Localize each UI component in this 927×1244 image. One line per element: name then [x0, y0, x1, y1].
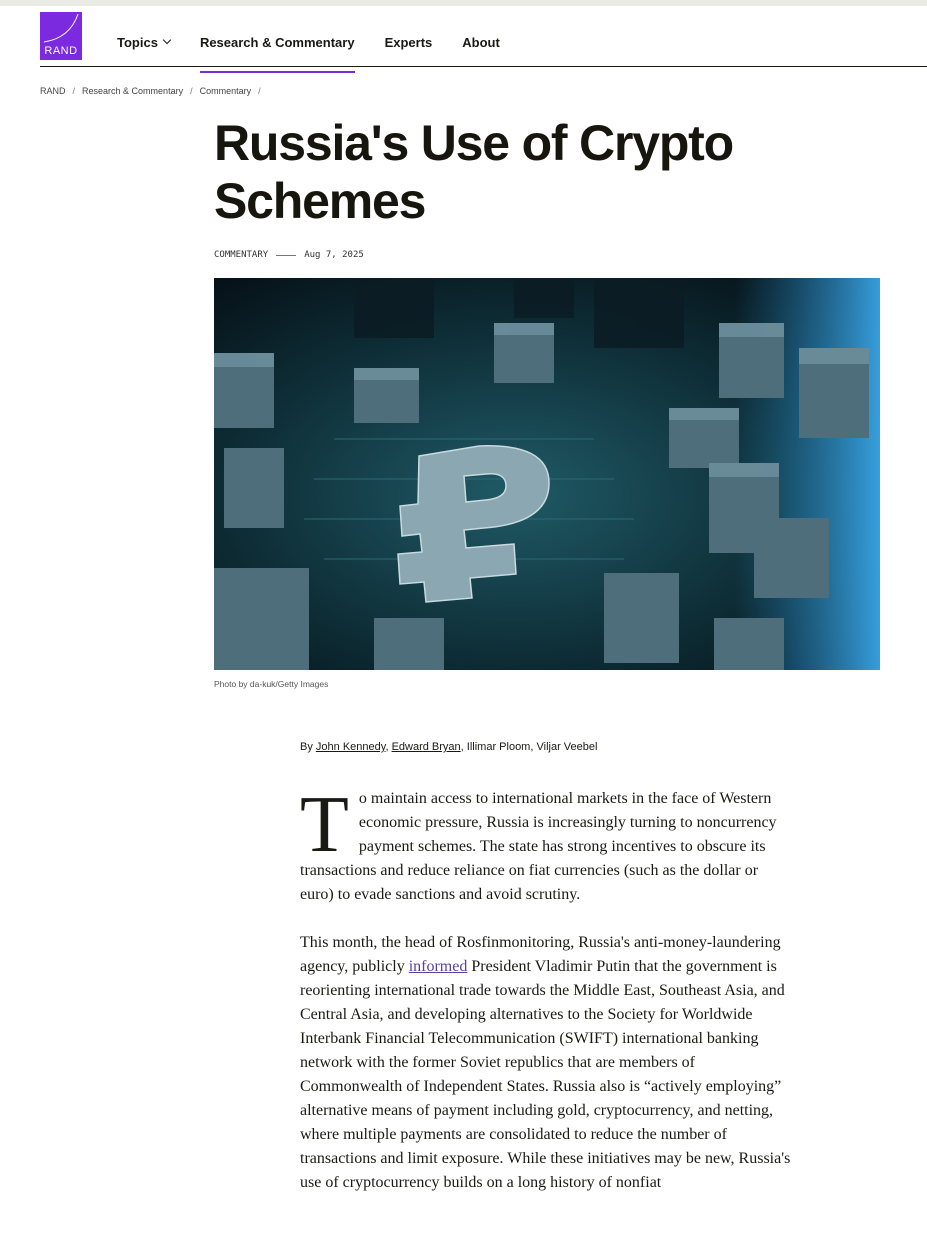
article-meta [214, 250, 364, 260]
photo-caption: Photo by da-kuk/Getty Images [214, 679, 329, 689]
nav-experts[interactable] [385, 12, 433, 72]
meta-dash [276, 255, 296, 256]
nav-research-label: Research & Commentary [199, 34, 355, 50]
chevron-down-icon [163, 36, 171, 44]
paragraph-1-text: o maintain access to international markets in the face of Western economic pressure, Russia is increasingly turning to noncurrency payment schemes. The state has strong incentives to obscure its transactions and reduce reliance on fiat currencies (such as the dollar or euro) to evade sanctions and avoid scrutiny. [300, 790, 777, 903]
paragraph-2-text-end: President Vladimir Putin that the government is reorienting international trade towards the Middle East, Southeast Asia, and Central Asia, and developing alternatives to the Society for Worldwide Interbank Financial Telecommunication (SWIFT) international banking network with the former Soviet republics that are members of Commonwealth of Independent States. Russia also is “actively employing” alternative means of payment including gold, cryptocurrency, and netting, where multiple payments are consolidated to reduce the number of transactions and limit exposure. While these initiatives may be new, Russia's use of cryptocurrency builds on a long history of nonfiat [300, 958, 791, 1191]
paragraph-1 [300, 781, 795, 907]
nav-topics-label: Topics [117, 34, 158, 50]
breadcrumb-separator: / [190, 86, 193, 96]
nav-about[interactable] [462, 12, 500, 72]
main-nav [117, 12, 530, 72]
nav-about-label: About [462, 34, 500, 50]
paragraph-2-text-start: This month, the head of Rosfinmonitoring, Russia's anti-money-laundering agency, publicly [300, 934, 781, 975]
header-divider [40, 66, 927, 67]
author-link-edward-bryan[interactable]: Edward Bryan [391, 741, 461, 753]
breadcrumb-separator: / [72, 86, 76, 96]
author-illimar-ploom: Illimar Ploom [466, 741, 531, 753]
article-title: Russia's Use of Crypto Schemes [214, 115, 733, 229]
informed-link[interactable]: informed [408, 958, 468, 975]
nav-topics[interactable] [117, 12, 170, 72]
breadcrumb-separator: / [258, 86, 261, 96]
hero-image [214, 278, 880, 670]
breadcrumb [40, 86, 268, 96]
nav-experts-label: Experts [384, 34, 433, 50]
breadcrumb-research[interactable]: Research & Commentary [82, 86, 184, 96]
article-type: COMMENTARY [214, 250, 269, 260]
site-header [0, 6, 927, 66]
author-link-john-kennedy[interactable]: John Kennedy [315, 741, 386, 753]
breadcrumb-commentary[interactable]: Commentary [199, 86, 252, 96]
logo-text: RAND [44, 45, 78, 57]
byline-prefix: By [300, 741, 313, 753]
article-body [300, 781, 795, 1219]
rand-logo[interactable] [40, 12, 82, 60]
drop-cap: T [300, 781, 349, 869]
breadcrumb-rand[interactable]: RAND [40, 86, 66, 96]
article-date: Aug 7, 2025 [304, 250, 364, 260]
paragraph-2 [300, 931, 795, 1195]
nav-research-commentary[interactable] [200, 12, 355, 72]
byline: By John Kennedy, Edward Bryan, Illimar Ploom, Viljar Veebel [300, 741, 598, 753]
author-viljar-veebel: Viljar Veebel [536, 741, 598, 753]
